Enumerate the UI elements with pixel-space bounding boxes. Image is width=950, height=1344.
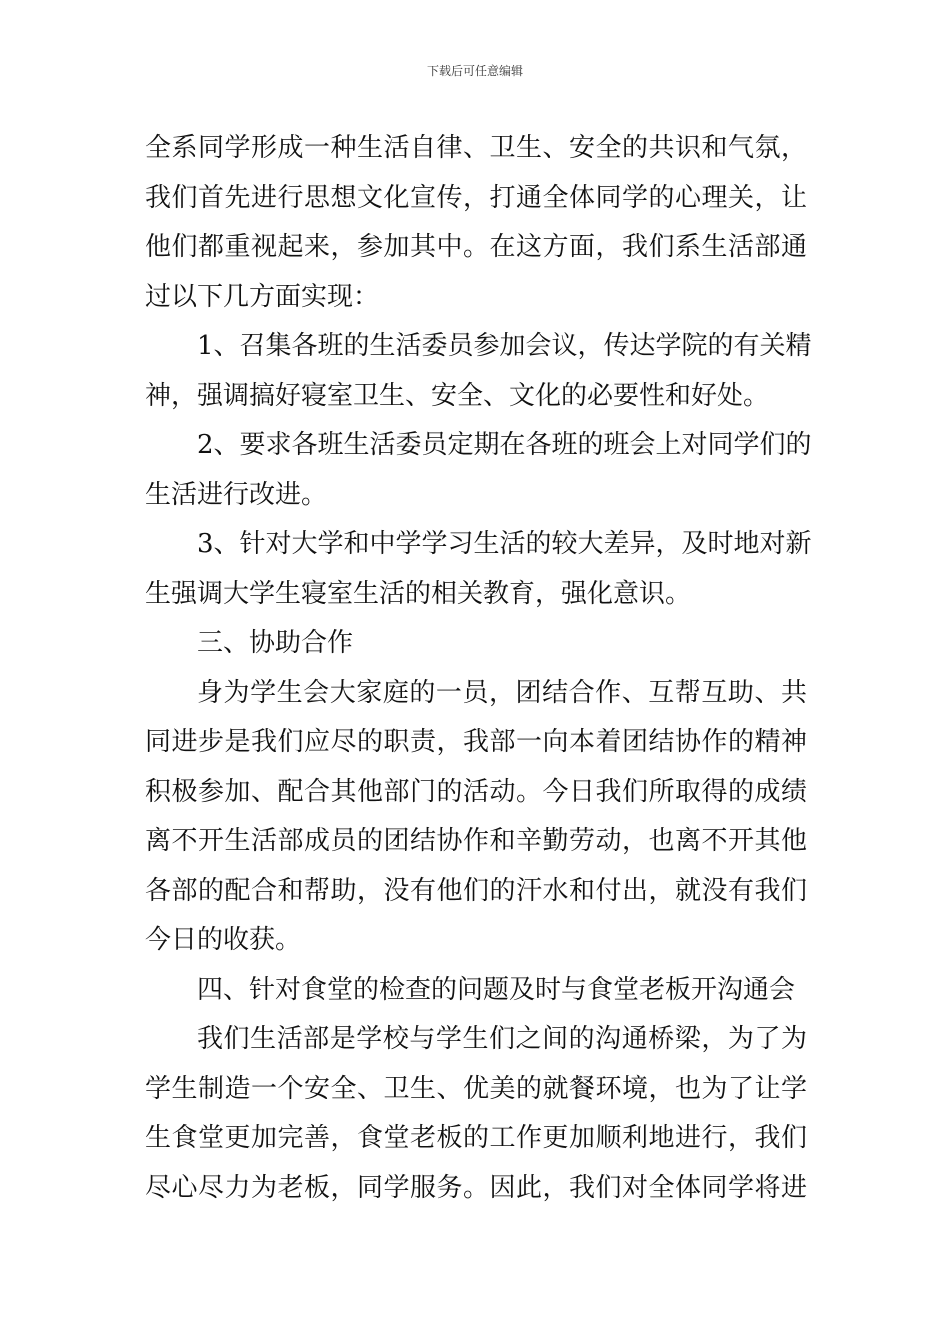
text-line: 各部的配合和帮助，没有他们的汗水和付出，就没有我们 [145,875,807,906]
text-line: 四、针对食堂的检查的问题及时与食堂老板开沟通会 [197,974,796,1005]
text-line: 三、协助合作 [197,628,354,658]
text-line: 身为学生会大家庭的一员，团结合作、互帮互助、共 [197,677,807,708]
text-line: 我们生活部是学校与学生们之间的沟通桥梁，为了为 [197,1024,807,1054]
text-line: 离不开生活部成员的团结协作和辛勤劳动，也离不开其他 [145,826,807,856]
text-line: 我们首先进行思想文化宣传，打通全体同学的心理关，让 [145,182,807,213]
text-line: 积极参加、配合其他部门的活动。今日我们所取得的成绩 [145,776,807,807]
text-line: 3、针对大学和中学学习生活的较大差异，及时地对新 [197,529,812,559]
text-line: 1、召集各班的生活委员参加会议，传达学院的有关精 [197,331,812,361]
text-line: 学生制造一个安全、卫生、优美的就餐环境，也为了让学 [145,1073,807,1104]
text-line: 同进步是我们应尽的职责，我部一向本着团结协作的精神 [145,727,807,757]
text-line: 全系同学形成一种生活自律、卫生、安全的共识和气氛， [145,133,807,163]
document-body [145,124,812,1213]
text-line: 神，强调搞好寝室卫生、安全、文化的必要性和好处。 [145,380,770,411]
page-header: 下载后可任意编辑 [426,64,523,78]
text-line: 今日的收获。 [145,925,302,955]
text-line: 2、要求各班生活委员定期在各班的班会上对同学们的 [197,430,812,460]
text-line: 他们都重视起来，参加其中。在这方面，我们系生活部通 [145,232,807,262]
text-line: 生强调大学生寝室生活的相关教育，强化意识。 [145,578,692,609]
text-line: 尽心尽力为老板，同学服务。因此，我们对全体同学将进 [145,1172,807,1203]
text-line: 生活进行改进。 [145,479,328,510]
text-line: 过以下几方面实现： [145,281,380,312]
text-line: 生食堂更加完善，食堂老板的工作更加顺利地进行，我们 [145,1123,807,1153]
